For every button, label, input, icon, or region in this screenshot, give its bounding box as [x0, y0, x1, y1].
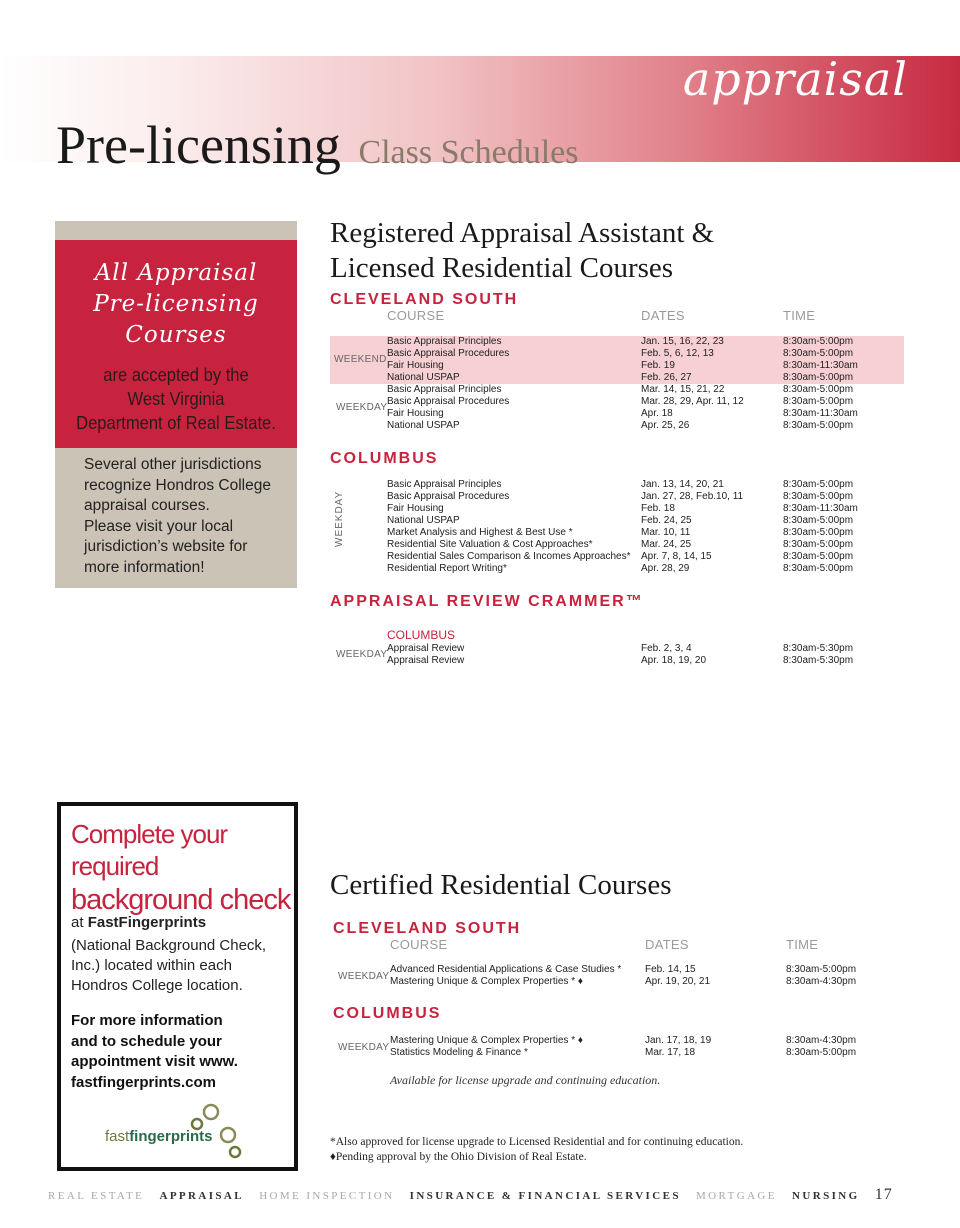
course-dates: Mar. 14, 15, 21, 22 [641, 384, 725, 395]
course-name: Basic Appraisal Principles [387, 336, 502, 347]
promo-other-line: appraisal courses. [84, 497, 210, 515]
course-dates: Mar. 28, 29, Apr. 11, 12 [641, 396, 744, 407]
course-name: Appraisal Review [387, 643, 465, 654]
at-text: at [71, 914, 88, 931]
course-dates: Feb. 26, 27 [641, 372, 692, 383]
fastfingerprints-ad [57, 802, 298, 1171]
course-dates: Apr. 19, 20, 21 [645, 976, 711, 987]
fastfingerprints-more-info [71, 1011, 296, 1093]
course-time: 8:30am-5:00pm [783, 527, 854, 538]
weekday-label-vertical: WEEKDAY [334, 490, 345, 547]
course-time: 8:30am-5:00pm [783, 479, 854, 490]
course-name: Basic Appraisal Procedures [387, 396, 510, 407]
location-columbus: COLUMBUS [330, 450, 439, 467]
course-name: Basic Appraisal Procedures [387, 348, 510, 359]
promo-other-line: more information! [84, 558, 205, 576]
course-time: 8:30am-5:30pm [783, 655, 854, 666]
nbc-line: Inc.) located within each [71, 957, 232, 974]
column-header-dates: DATES [641, 308, 685, 323]
course-name: National USPAP [387, 420, 460, 431]
section-heading-line: Registered Appraisal Assistant & [330, 217, 715, 249]
promo-script-line: Pre-licensing [93, 291, 259, 317]
crammer-sub-location: COLUMBUS [387, 628, 456, 642]
promo-accept-line: West Virginia [127, 389, 225, 409]
column-header-time: TIME [783, 308, 816, 323]
course-dates: Jan. 27, 28, Feb.10, 11 [641, 491, 744, 502]
course-name: Residential Sales Comparison & Incomes Approaches* [387, 551, 631, 562]
logo-prefix: fast [105, 1128, 130, 1145]
course-dates: Mar. 24, 25 [641, 539, 692, 550]
logo-brand: fingerprints [129, 1128, 213, 1145]
page-title-sub: Class Schedules [358, 134, 579, 171]
promo-other-line: Several other jurisdictions [84, 456, 262, 473]
promo-other-line: jurisdiction’s website for [84, 538, 248, 556]
course-name: Advanced Residential Applications & Case Studies * [390, 964, 622, 975]
location-appraisal-review-crammer: APPRAISAL REVIEW CRAMMER™ [330, 593, 644, 610]
course-name: Mastering Unique & Complex Properties * ♦ [390, 1035, 583, 1046]
course-time: 8:30am-5:00pm [783, 515, 854, 526]
course-time: 8:30am-5:00pm [783, 336, 854, 347]
promo-other-line: Please visit your local [84, 517, 234, 535]
promo-script-text [55, 258, 297, 351]
headline-line: required [71, 851, 159, 881]
course-dates: Apr. 25, 26 [641, 420, 690, 431]
headline-line: background check [71, 884, 291, 916]
promo-accept-line: are accepted by the [103, 365, 249, 385]
course-name: Basic Appraisal Principles [387, 384, 502, 395]
more-line: For more information [71, 1012, 223, 1029]
location-columbus-certified: COLUMBUS [333, 1005, 442, 1022]
more-line: appointment visit www. [71, 1053, 238, 1070]
course-dates: Jan. 13, 14, 20, 21 [641, 479, 724, 490]
course-time: 8:30am-11:30am [783, 408, 858, 419]
footnote-diamond: ♦Pending approval by the Ohio Division of Real Estate. [330, 1151, 587, 1163]
fastfingerprints-location-text [71, 936, 293, 996]
weekday-label: WEEKDAY [338, 971, 390, 982]
weekday-label: WEEKDAY [338, 1042, 390, 1053]
course-time: 8:30am-5:00pm [786, 964, 857, 975]
weekend-label: WEEKEND [334, 354, 387, 365]
page-title-main: Pre-licensing [56, 115, 341, 175]
promo-accept-text [65, 363, 288, 435]
weekday-label: WEEKDAY [336, 402, 388, 413]
promo-accept-line: Department of Real Estate. [76, 413, 276, 433]
course-name: Appraisal Review [387, 655, 465, 666]
footer-nav [48, 1186, 903, 1204]
course-dates: Mar. 10, 11 [641, 527, 691, 538]
course-time: 8:30am-5:00pm [783, 491, 854, 502]
footer-item-insurance: INSURANCE & FINANCIAL SERVICES [409, 1190, 681, 1202]
course-time: 8:30am-11:30am [783, 360, 858, 371]
column-header-course: COURSE [387, 308, 445, 323]
location-cleveland-south-certified: CLEVELAND SOUTH [333, 920, 522, 937]
course-name: National USPAP [387, 515, 460, 526]
available-note: Available for license upgrade and continuing education. [390, 1073, 661, 1087]
promo-red-panel [55, 240, 297, 448]
course-time: 8:30am-5:00pm [786, 1047, 857, 1058]
weekday-label: WEEKDAY [336, 649, 388, 660]
section-heading-licensed [330, 216, 714, 286]
promo-box [55, 221, 297, 588]
course-dates: Feb. 24, 25 [641, 515, 692, 526]
course-dates: Apr. 18 [641, 408, 673, 419]
course-dates: Apr. 18, 19, 20 [641, 655, 707, 666]
page-number: 17 [874, 1186, 893, 1203]
course-time: 8:30am-5:00pm [783, 563, 854, 574]
course-dates: Feb. 18 [641, 503, 675, 514]
course-name: Market Analysis and Highest & Best Use * [387, 527, 573, 538]
fastfingerprints-logo [101, 1102, 251, 1162]
fastfingerprints-logo-text [105, 1128, 213, 1145]
course-name: Statistics Modeling & Finance * [390, 1047, 528, 1058]
column-header-course: COURSE [390, 937, 448, 952]
location-cleveland-south: CLEVELAND SOUTH [330, 291, 519, 308]
footer-item-home-inspection: HOME INSPECTION [259, 1190, 395, 1202]
fastfingerprints-headline [71, 818, 296, 916]
footer-item-real-estate: REAL ESTATE [48, 1190, 145, 1202]
footer-item-nursing: NURSING [792, 1190, 860, 1202]
course-time: 8:30am-5:00pm [783, 396, 854, 407]
course-dates: Feb. 14, 15 [645, 964, 696, 975]
section-heading-certified: Certified Residential Courses [330, 869, 672, 901]
nbc-line: (National Background Check, [71, 937, 267, 954]
course-dates: Feb. 5, 6, 12, 13 [641, 348, 714, 359]
course-name: Fair Housing [387, 408, 444, 419]
more-line: fastfingerprints.com [71, 1073, 217, 1091]
fastfingerprints-at-line [71, 914, 206, 931]
course-time: 8:30am-5:30pm [783, 643, 854, 654]
course-time: 8:30am-5:00pm [783, 348, 854, 359]
footer-item-appraisal: APPRAISAL [159, 1190, 245, 1202]
column-header-dates: DATES [645, 937, 689, 952]
more-line: and to schedule your [71, 1032, 222, 1050]
course-time: 8:30am-11:30am [783, 503, 858, 514]
course-time: 8:30am-5:00pm [783, 539, 854, 550]
fastfingerprints-brand: FastFingerprints [87, 914, 207, 931]
course-dates: Jan. 17, 18, 19 [645, 1035, 712, 1046]
course-time: 8:30am-4:30pm [786, 976, 857, 987]
course-name: Residential Report Writing* [387, 563, 507, 574]
course-dates: Feb. 2, 3, 4 [641, 643, 692, 654]
course-name: Residential Site Valuation & Cost Approaches* [387, 539, 593, 550]
page-title [56, 114, 578, 176]
course-dates: Apr. 28, 29 [641, 563, 690, 574]
promo-script-line: All Appraisal [94, 260, 258, 286]
course-name: Basic Appraisal Procedures [387, 491, 510, 502]
course-dates: Mar. 17, 18 [645, 1047, 696, 1058]
promo-script-line: Courses [125, 322, 227, 348]
course-time: 8:30am-5:00pm [783, 372, 854, 383]
headline-line: Complete your [71, 819, 228, 849]
footnote-asterisk: *Also approved for license upgrade to Licensed Residential and for continuing education. [330, 1136, 744, 1148]
course-dates: Jan. 15, 16, 22, 23 [641, 336, 724, 347]
course-dates: Feb. 19 [641, 360, 675, 371]
course-name: Fair Housing [387, 360, 444, 371]
course-name: Basic Appraisal Principles [387, 479, 502, 490]
course-time: 8:30am-5:00pm [783, 384, 854, 395]
course-time: 8:30am-5:00pm [783, 551, 854, 562]
section-heading-line: Licensed Residential Courses [330, 252, 674, 284]
course-name: National USPAP [387, 372, 460, 383]
nbc-line: Hondros College location. [71, 977, 243, 994]
course-name: Mastering Unique & Complex Properties * ♦ [390, 976, 583, 987]
course-time: 8:30am-4:30pm [786, 1035, 857, 1046]
promo-other-text [84, 455, 289, 579]
column-header-time: TIME [786, 937, 819, 952]
promo-other-line: recognize Hondros College [84, 476, 271, 494]
banner-category: appraisal [682, 52, 908, 106]
course-name: Fair Housing [387, 503, 444, 514]
course-time: 8:30am-5:00pm [783, 420, 854, 431]
footer-item-mortgage: MORTGAGE [696, 1190, 777, 1202]
course-dates: Apr. 7, 8, 14, 15 [641, 551, 712, 562]
